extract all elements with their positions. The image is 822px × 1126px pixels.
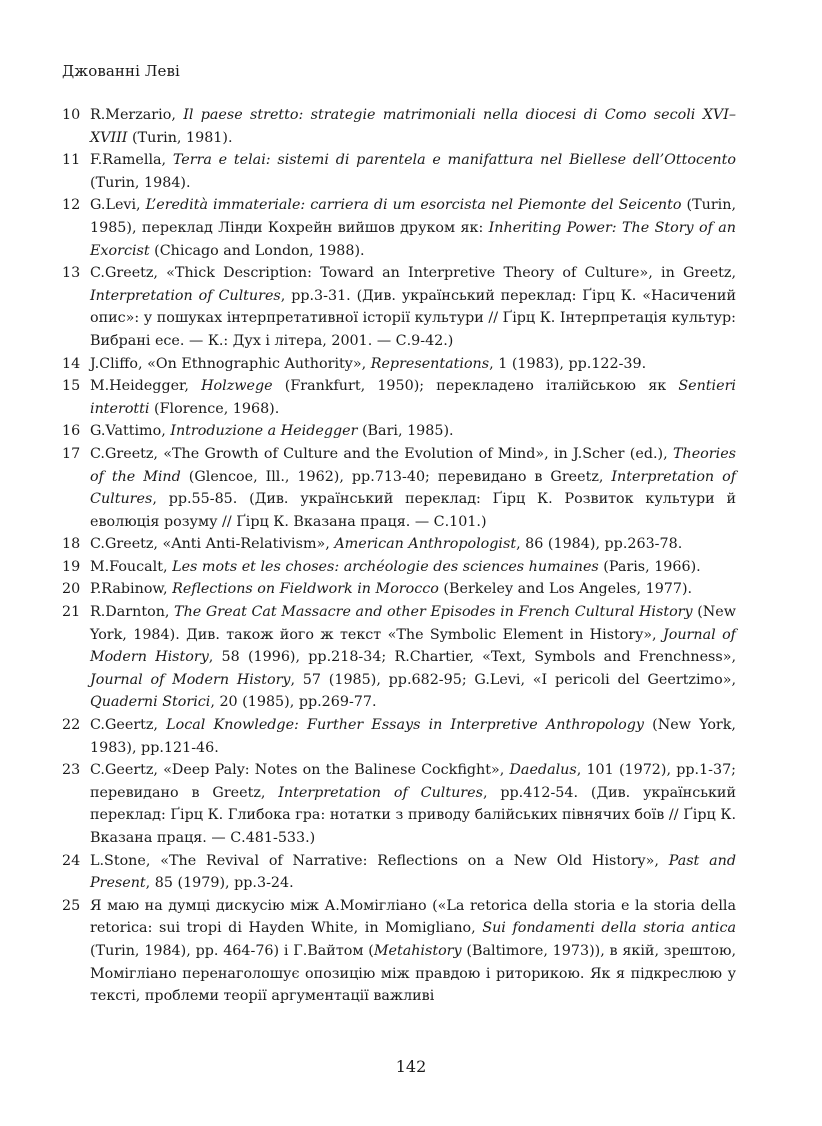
italic-title: Reflections on Fieldwork in Morocco xyxy=(172,581,439,598)
endnote-text xyxy=(90,375,736,420)
text-run: (Turin, 1985), переклад Лінди Кохрейн вийшов друком як: xyxy=(90,197,736,236)
text-run: P.Rabinow, xyxy=(90,581,173,598)
endnote-number: 17 xyxy=(62,445,81,462)
text-run: (Florence, 1968). xyxy=(149,400,280,417)
italic-title: Terra e telai: sistemi di parentela e manifattura nel Biellese dell’Ottocento xyxy=(172,152,736,169)
endnote-text xyxy=(90,895,736,1008)
endnote-14 xyxy=(62,353,736,376)
endnote-number: 15 xyxy=(62,378,81,395)
italic-title: Il paese stretto: strategie matrimoniali nella diocesi di Como secoli XVI–XVIII xyxy=(90,107,736,146)
italic-title: Journal of Modern History xyxy=(90,626,736,666)
italic-title: American Anthropologist xyxy=(334,536,517,553)
endnote-text xyxy=(90,714,736,759)
italic-title: Interpretation of Cultures xyxy=(90,468,736,508)
endnote-text xyxy=(90,353,736,376)
endnote-number: 13 xyxy=(62,265,81,282)
italic-title: Past and Present xyxy=(90,852,736,892)
endnote-text xyxy=(90,149,736,194)
italic-title: Interpretation of Cultures xyxy=(90,287,281,304)
endnote-number: 19 xyxy=(62,558,81,575)
text-run: Я маю на думці дискусію між А.Момігліано («La retorica della storia e la storia della retorica: sui tropi di Hayden White, in Momigliano, xyxy=(90,897,736,937)
endnote-number: 25 xyxy=(62,897,81,914)
endnote-text xyxy=(90,533,736,556)
text-run: , pp.412-54. (Див. український переклад: Ґірц К. Глибока гра: нотатки з приводу балійських півнячих боїв // Ґірц К. Вказана праця. — С.481-533.) xyxy=(90,784,736,846)
endnote-text xyxy=(90,578,736,601)
text-run: L.Stone, «The Revival of Narrative: Reflections on a New Old History», xyxy=(90,852,669,869)
endnote-text xyxy=(90,194,736,262)
endnote-22 xyxy=(62,714,736,759)
text-run: C.Greetz, «The Growth of Culture and the Evolution of Mind», in J.Scher (ed.), xyxy=(90,445,673,462)
text-run: (Turin, 1984). xyxy=(90,174,191,191)
text-run: (Frankfurt, 1950); перекладено італійською як xyxy=(272,378,679,395)
italic-title: Metahistory xyxy=(373,942,462,959)
endnote-number: 23 xyxy=(62,762,81,779)
italic-title: Theories of the Mind xyxy=(90,445,736,485)
endnote-16 xyxy=(62,420,736,443)
text-run: G.Levi, xyxy=(90,197,146,214)
endnote-number: 20 xyxy=(62,581,81,598)
endnote-number: 12 xyxy=(62,197,81,214)
endnote-11 xyxy=(62,149,736,194)
text-run: C.Geertz, xyxy=(90,717,167,734)
endnote-text xyxy=(90,104,736,149)
text-run: , 57 (1985), pp.682-95; G.Levi, «I pericoli del Geertzimo», xyxy=(290,671,736,688)
endnote-number: 24 xyxy=(62,852,81,869)
italic-title: Interpretation of Cultures xyxy=(278,784,483,801)
text-run: R.Darnton, xyxy=(90,604,175,621)
italic-title: Quaderni Storici xyxy=(90,694,211,711)
endnote-21 xyxy=(62,601,736,714)
text-run: (Baltimore, 1973)), в якій, зрештою, Момігліано перенаголошує опозицію між правдою і риторикою. Як я підкреслюю у тексті, проблеми теорії аргументації важливі xyxy=(90,942,736,1005)
text-run: (New York, 1983), pp.121-46. xyxy=(90,717,736,756)
endnote-15 xyxy=(62,375,736,420)
endnote-number: 21 xyxy=(62,604,81,621)
italic-title: Daedalus xyxy=(509,762,577,779)
endnote-number: 22 xyxy=(62,717,81,734)
text-run: , pp.3-31. (Див. український переклад: Ґірц К. «Насичений опис»: у пошуках інтерпретативної історії культури // Ґірц К. Інтерпретація культур: Вибрані есе. — К.: Дух і літера, 2001. — С.9-42.) xyxy=(90,287,736,349)
text-run: M.Heidegger, xyxy=(90,378,202,395)
text-run: , pp.55-85. (Див. український переклад: Ґірц К. Розвиток культури й еволюція розуму // Ґірц К. Вказана праця. — С.101.) xyxy=(90,491,736,530)
text-run: (Paris, 1966). xyxy=(598,558,701,575)
page-number: 142 xyxy=(395,1057,427,1076)
text-run: , 86 (1984), pp.263-78. xyxy=(516,536,683,553)
text-run: R.Merzario, xyxy=(90,107,184,123)
text-run: (Berkeley and Los Angeles, 1977). xyxy=(438,581,693,598)
italic-title: Sui fondamenti della storia antica xyxy=(482,920,736,937)
endnotes-list xyxy=(62,104,736,1008)
italic-title: The Great Cat Massacre and other Episodes in French Cultural History xyxy=(174,604,693,621)
text-run: (New York, 1984). Див. також його ж текст «The Symbolic Element in History», xyxy=(90,604,736,643)
endnote-text xyxy=(90,420,736,443)
endnote-number: 16 xyxy=(62,423,81,440)
endnote-13 xyxy=(62,262,736,352)
italic-title: Journal of Modern History xyxy=(90,671,291,688)
endnote-text xyxy=(90,759,736,849)
endnote-25 xyxy=(62,895,736,1008)
text-run: M.Foucalt, xyxy=(90,558,173,575)
italic-title: Sentieri interotti xyxy=(90,378,736,417)
endnote-20 xyxy=(62,578,736,601)
endnote-24 xyxy=(62,850,736,895)
text-run: F.Ramella, xyxy=(90,152,173,169)
text-run: (Turin, 1981). xyxy=(127,129,233,146)
endnote-text xyxy=(90,556,736,579)
text-run: (Turin, 1984), pp. 464-76) і Г.Вайтом ( xyxy=(90,942,374,959)
italic-title: Holzwege xyxy=(201,378,273,395)
italic-title: Les mots et les choses: archéologie des sciences humaines xyxy=(172,558,599,575)
endnote-18 xyxy=(62,533,736,556)
italic-title: Local Knowledge: Further Essays in Interpretive Anthropology xyxy=(166,717,645,734)
endnote-17 xyxy=(62,443,736,533)
endnote-text xyxy=(90,601,736,714)
endnote-19 xyxy=(62,556,736,579)
endnote-23 xyxy=(62,759,736,849)
endnote-text xyxy=(90,262,736,352)
endnote-number: 10 xyxy=(62,107,81,123)
italic-title: Introduzione a Heidegger xyxy=(170,423,358,440)
text-run: C.Greetz, «Anti Anti-Relativism», xyxy=(90,536,335,553)
text-run: , 85 (1979), pp.3-24. xyxy=(145,875,294,892)
endnote-10 xyxy=(62,104,736,149)
text-run: (Chicago and London, 1988). xyxy=(149,242,365,259)
running-head: Джованні Леві xyxy=(62,62,180,80)
endnote-text xyxy=(90,443,736,533)
text-run: , 101 (1972), pp.1-37; перевидано в Greetz, xyxy=(90,762,737,801)
endnote-number: 11 xyxy=(62,152,81,169)
text-run: C.Geertz, «Deep Paly: Notes on the Balinese Cockfight», xyxy=(90,762,510,779)
endnote-text xyxy=(90,850,736,895)
text-run: , 20 (1985), pp.269-77. xyxy=(210,694,377,711)
italic-title: Representations xyxy=(370,355,490,372)
text-run: (Bari, 1985). xyxy=(357,423,454,440)
text-run: J.Cliffo, «On Ethnographic Authority», xyxy=(90,355,371,372)
endnote-12 xyxy=(62,194,736,262)
italic-title: L’eredità immateriale: carriera di um esorcista nel Piemonte del Seicento xyxy=(145,197,682,214)
text-run: G.Vattimo, xyxy=(90,423,171,440)
text-run: (Glencoe, Ill., 1962), pp.713-40; перевидано в Greetz, xyxy=(180,468,612,485)
endnote-number: 14 xyxy=(62,355,81,372)
text-run: C.Greetz, «Thick Description: Toward an Interpretive Theory of Culture», in Greetz, xyxy=(90,265,736,282)
endnote-number: 18 xyxy=(62,536,81,553)
text-run: , 58 (1996), pp.218-34; R.Chartier, «Text, Symbols and Frenchness», xyxy=(208,649,737,666)
text-run: , 1 (1983), pp.122-39. xyxy=(489,355,647,372)
italic-title: Inheriting Power: The Story of an Exorcist xyxy=(90,219,736,259)
